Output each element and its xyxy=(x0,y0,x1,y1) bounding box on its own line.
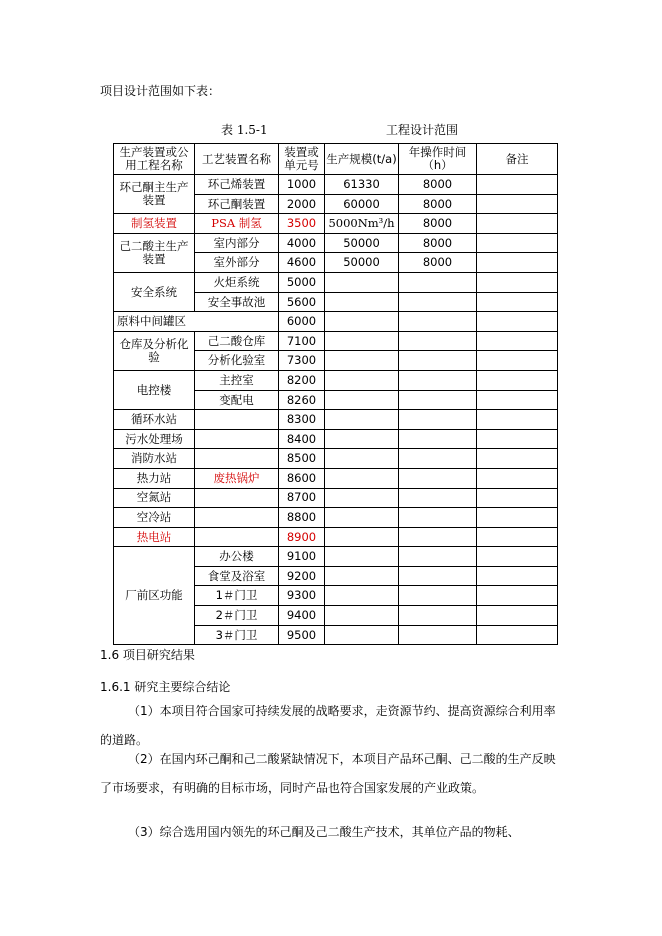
group-cell: 电控楼 xyxy=(114,370,195,409)
unit-cell: 废热锅炉 xyxy=(195,468,279,488)
section-heading-1-6-1: 1.6.1 研究主要综合结论 xyxy=(100,680,231,694)
unit-cell xyxy=(195,488,279,508)
remark-cell xyxy=(477,586,558,606)
hours-cell xyxy=(399,468,477,488)
table-row xyxy=(114,331,558,351)
code-cell: 8600 xyxy=(279,468,325,488)
remark-cell xyxy=(477,410,558,430)
header-remarks: 备注 xyxy=(477,144,558,175)
header-facility: 生产装置或公用工程名称 xyxy=(114,144,195,175)
code-cell: 7100 xyxy=(279,331,325,351)
remark-cell xyxy=(477,175,558,195)
scale-cell xyxy=(325,547,399,567)
scale-cell xyxy=(325,488,399,508)
remark-cell xyxy=(477,351,558,371)
table-row xyxy=(114,370,558,390)
hours-cell xyxy=(399,547,477,567)
paragraph-2-text: （2）在国内环己酮和己二酸紧缺情况下，本项目产品环己酮、己二酸的生产反映了市场要求，有明确的目标市场，同时产品也符合国家发展的产业政策。 xyxy=(100,752,556,795)
table-row xyxy=(114,527,558,547)
remark-cell xyxy=(477,547,558,567)
code-cell: 8300 xyxy=(279,410,325,430)
group-cell: 污水处理场 xyxy=(114,429,195,449)
table-row xyxy=(114,449,558,469)
hours-cell xyxy=(399,312,477,332)
remark-cell xyxy=(477,292,558,312)
group-cell: 原料中间罐区 xyxy=(114,312,279,332)
remark-cell xyxy=(477,429,558,449)
code-cell: 5600 xyxy=(279,292,325,312)
hours-cell xyxy=(399,351,477,371)
code-cell: 3500 xyxy=(279,214,325,234)
table-row xyxy=(114,547,558,567)
unit-cell xyxy=(195,508,279,528)
unit-cell: 变配电 xyxy=(195,390,279,410)
scale-cell xyxy=(325,410,399,430)
hours-cell xyxy=(399,527,477,547)
table-row xyxy=(114,214,558,234)
code-cell: 9300 xyxy=(279,586,325,606)
remark-cell xyxy=(477,390,558,410)
group-cell: 厂前区功能 xyxy=(114,547,195,645)
hours-cell: 8000 xyxy=(399,175,477,195)
hours-cell xyxy=(399,331,477,351)
table-row xyxy=(114,488,558,508)
table-row xyxy=(114,175,558,195)
table-row xyxy=(114,410,558,430)
scale-cell xyxy=(325,292,399,312)
remark-cell xyxy=(477,606,558,626)
header-hours: 年操作时间（h） xyxy=(399,144,477,175)
remark-cell xyxy=(477,233,558,253)
scale-cell xyxy=(325,606,399,626)
remark-cell xyxy=(477,468,558,488)
paragraph-2 xyxy=(100,745,562,803)
scale-cell: 5000Nm³/h xyxy=(325,214,399,234)
hours-cell: 8000 xyxy=(399,253,477,273)
code-cell: 6000 xyxy=(279,312,325,332)
code-cell: 5000 xyxy=(279,272,325,292)
hours-cell xyxy=(399,292,477,312)
unit-cell: 主控室 xyxy=(195,370,279,390)
unit-cell: 室外部分 xyxy=(195,253,279,273)
remark-cell xyxy=(477,272,558,292)
scale-cell xyxy=(325,449,399,469)
scale-cell xyxy=(325,508,399,528)
scale-cell xyxy=(325,351,399,371)
group-cell: 空氮站 xyxy=(114,488,195,508)
remark-cell xyxy=(477,566,558,586)
remark-cell xyxy=(477,331,558,351)
group-cell: 循环水站 xyxy=(114,410,195,430)
header-unit-name: 工艺装置名称 xyxy=(195,144,279,175)
hours-cell xyxy=(399,606,477,626)
scale-cell xyxy=(325,566,399,586)
paragraph-3-text: （3）综合选用国内领先的环己酮及己二酸生产技术，其单位产品的物耗、 xyxy=(128,825,520,839)
section-heading-1-6: 1.6 项目研究结果 xyxy=(100,648,195,662)
unit-cell: 环己烯装置 xyxy=(195,175,279,195)
scale-cell xyxy=(325,429,399,449)
scale-cell xyxy=(325,586,399,606)
scale-cell xyxy=(325,625,399,645)
unit-cell: 安全事故池 xyxy=(195,292,279,312)
unit-cell: 室内部分 xyxy=(195,233,279,253)
code-cell: 4600 xyxy=(279,253,325,273)
code-cell: 9200 xyxy=(279,566,325,586)
remark-cell xyxy=(477,508,558,528)
scale-cell xyxy=(325,272,399,292)
group-cell: 热电站 xyxy=(114,527,195,547)
code-cell: 4000 xyxy=(279,233,325,253)
unit-cell: 2＃门卫 xyxy=(195,606,279,626)
remark-cell xyxy=(477,312,558,332)
unit-cell xyxy=(195,449,279,469)
unit-cell: 环己酮装置 xyxy=(195,194,279,214)
code-cell: 8400 xyxy=(279,429,325,449)
code-cell: 8260 xyxy=(279,390,325,410)
group-cell: 空冷站 xyxy=(114,508,195,528)
table-row xyxy=(114,233,558,253)
code-cell: 1000 xyxy=(279,175,325,195)
scale-cell xyxy=(325,527,399,547)
hours-cell xyxy=(399,449,477,469)
unit-cell: 办公楼 xyxy=(195,547,279,567)
group-cell: 己二酸主生产装置 xyxy=(114,233,195,272)
unit-cell: 1＃门卫 xyxy=(195,586,279,606)
table-caption-number: 表 1.5-1 xyxy=(221,123,268,137)
remark-cell xyxy=(477,625,558,645)
design-scope-table xyxy=(113,143,558,645)
table-row xyxy=(114,429,558,449)
remark-cell xyxy=(477,527,558,547)
hours-cell xyxy=(399,410,477,430)
group-cell: 安全系统 xyxy=(114,272,195,311)
scale-cell xyxy=(325,390,399,410)
hours-cell xyxy=(399,508,477,528)
code-cell: 8700 xyxy=(279,488,325,508)
scale-cell: 50000 xyxy=(325,253,399,273)
unit-cell xyxy=(195,429,279,449)
scale-cell xyxy=(325,370,399,390)
scale-cell xyxy=(325,468,399,488)
scale-cell: 50000 xyxy=(325,233,399,253)
table-caption-title: 工程设计范围 xyxy=(386,123,459,137)
remark-cell xyxy=(477,370,558,390)
scale-cell: 60000 xyxy=(325,194,399,214)
group-cell: 热力站 xyxy=(114,468,195,488)
scale-cell: 61330 xyxy=(325,175,399,195)
table-row xyxy=(114,272,558,292)
paragraph-3 xyxy=(100,818,562,847)
code-cell: 9500 xyxy=(279,625,325,645)
hours-cell: 8000 xyxy=(399,194,477,214)
header-capacity: 生产规模(t/a) xyxy=(325,144,399,175)
unit-cell: 火炬系统 xyxy=(195,272,279,292)
group-cell: 仓库及分析化验 xyxy=(114,331,195,370)
unit-cell xyxy=(195,527,279,547)
remark-cell xyxy=(477,194,558,214)
intro-text: 项目设计范围如下表： xyxy=(100,84,221,98)
paragraph-1-text: （1）本项目符合国家可持续发展的战略要求，走资源节约、提高资源综合利用率的道路。 xyxy=(100,704,556,747)
code-cell: 8800 xyxy=(279,508,325,528)
group-cell: 制氢装置 xyxy=(114,214,195,234)
table-header-row xyxy=(114,144,558,175)
remark-cell xyxy=(477,214,558,234)
remark-cell xyxy=(477,488,558,508)
code-cell: 9100 xyxy=(279,547,325,567)
scale-cell xyxy=(325,331,399,351)
hours-cell xyxy=(399,429,477,449)
table-row xyxy=(114,508,558,528)
hours-cell xyxy=(399,390,477,410)
unit-cell: 食堂及浴室 xyxy=(195,566,279,586)
unit-cell: PSA 制氢 xyxy=(195,214,279,234)
unit-cell: 3＃门卫 xyxy=(195,625,279,645)
hours-cell xyxy=(399,625,477,645)
table-row xyxy=(114,468,558,488)
hours-cell xyxy=(399,488,477,508)
unit-cell: 分析化验室 xyxy=(195,351,279,371)
hours-cell: 8000 xyxy=(399,233,477,253)
code-cell: 8500 xyxy=(279,449,325,469)
code-cell: 7300 xyxy=(279,351,325,371)
remark-cell xyxy=(477,449,558,469)
code-cell: 9400 xyxy=(279,606,325,626)
code-cell: 2000 xyxy=(279,194,325,214)
hours-cell xyxy=(399,586,477,606)
remark-cell xyxy=(477,253,558,273)
group-cell: 消防水站 xyxy=(114,449,195,469)
table-row xyxy=(114,312,558,332)
unit-cell: 己二酸仓库 xyxy=(195,331,279,351)
hours-cell: 8000 xyxy=(399,214,477,234)
code-cell: 8200 xyxy=(279,370,325,390)
scale-cell xyxy=(325,312,399,332)
hours-cell xyxy=(399,370,477,390)
hours-cell xyxy=(399,272,477,292)
header-unit-code: 装置或单元号 xyxy=(279,144,325,175)
hours-cell xyxy=(399,566,477,586)
code-cell: 8900 xyxy=(279,527,325,547)
group-cell: 环己酮主生产装置 xyxy=(114,175,195,214)
unit-cell xyxy=(195,410,279,430)
